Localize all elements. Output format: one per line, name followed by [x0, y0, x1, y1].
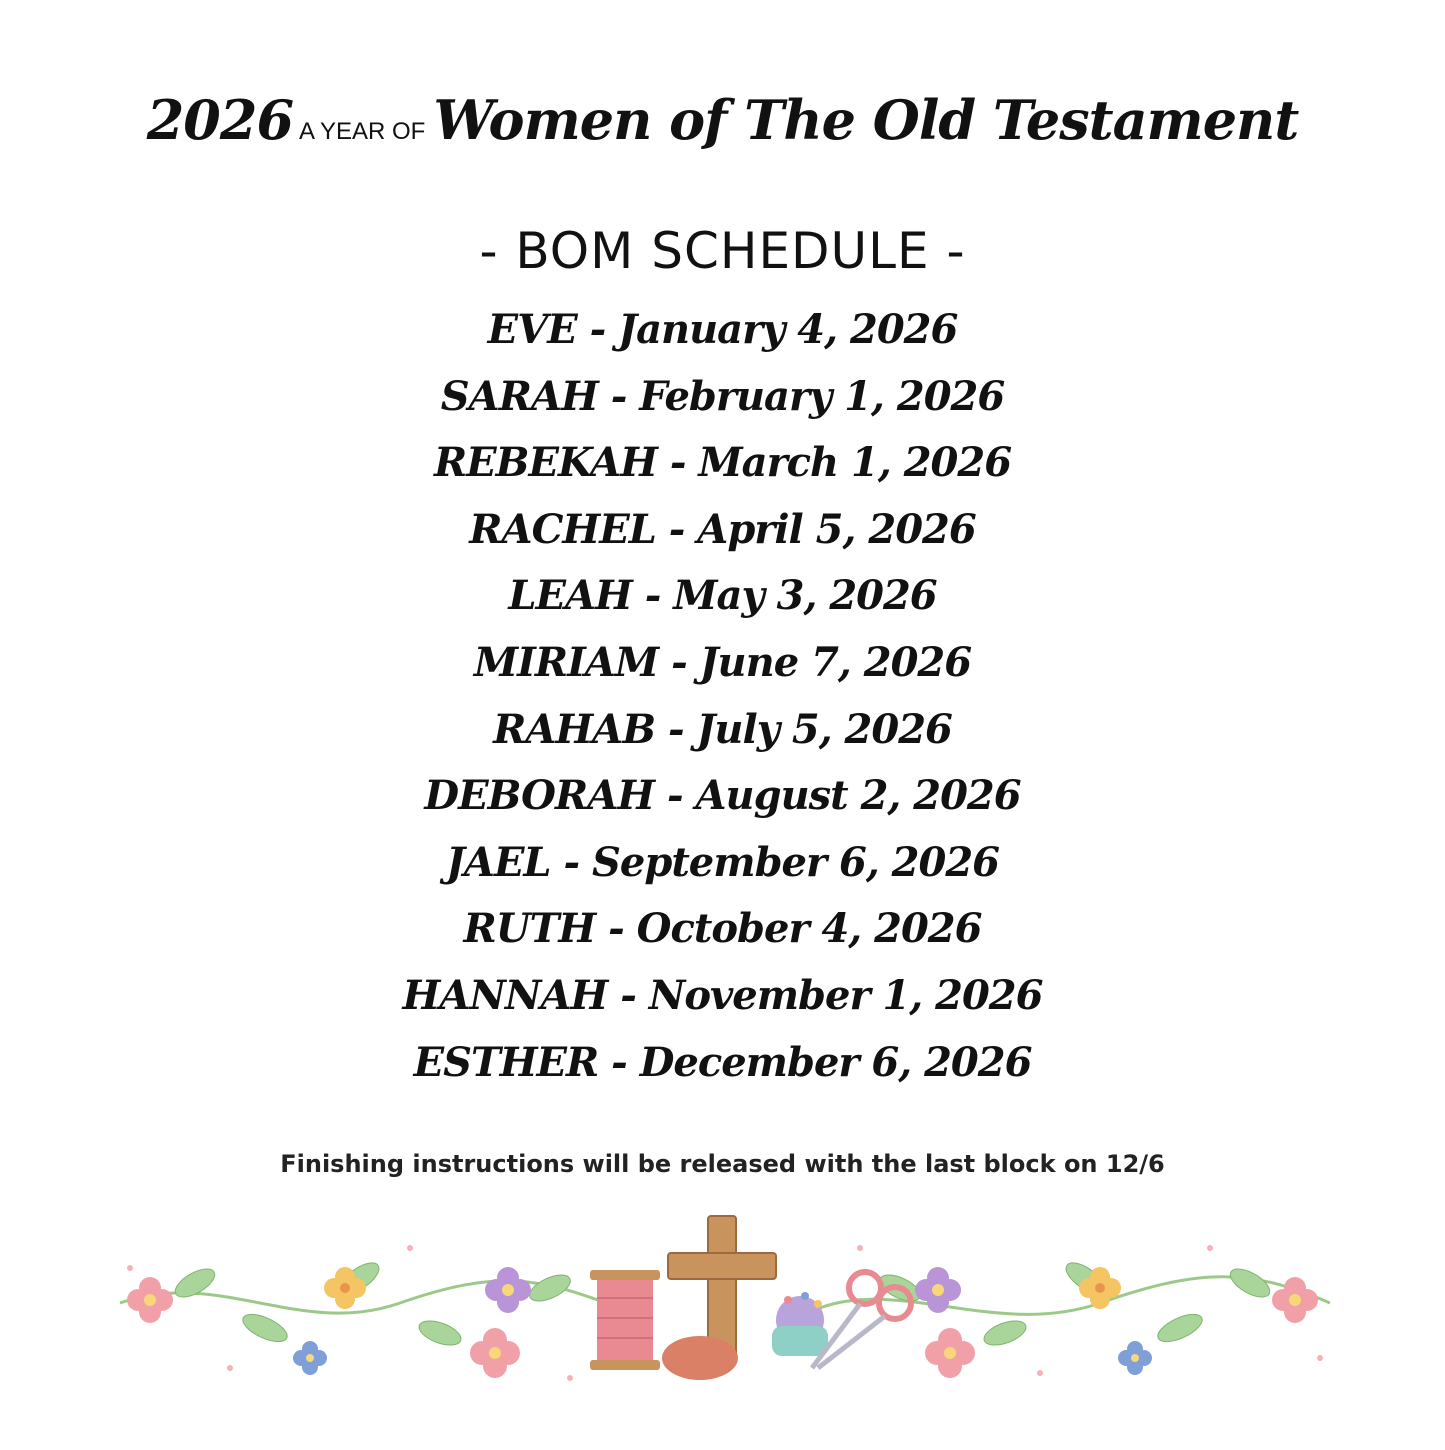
schedule-date: July 5, 2026 — [696, 705, 952, 753]
pincushion-icon — [772, 1292, 828, 1356]
dot — [1207, 1245, 1213, 1251]
schedule-name: HANNAH — [402, 971, 608, 1019]
blue-flower — [1118, 1341, 1152, 1375]
schedule-name: RUTH — [463, 905, 596, 953]
schedule-date: November 1, 2026 — [648, 971, 1043, 1019]
title — [0, 88, 1445, 152]
finishing-note: Finishing instructions will be released with the last block on 12/6 — [280, 1150, 1165, 1178]
title-main: Women of The Old Testament — [433, 88, 1299, 152]
schedule-name: RACHEL — [469, 505, 656, 553]
pink-flower — [925, 1328, 975, 1378]
thread-spool-icon — [590, 1270, 660, 1370]
schedule-row: RACHEL - April 5, 2026 — [469, 505, 976, 553]
dot — [857, 1245, 863, 1251]
schedule-date: March 1, 2026 — [698, 439, 1012, 487]
schedule-date: June 7, 2026 — [699, 638, 972, 686]
schedule-name: JAEL — [445, 838, 551, 886]
purple-flower — [485, 1267, 531, 1313]
pink-flower — [470, 1328, 520, 1378]
schedule-date: October 4, 2026 — [636, 905, 982, 953]
dot — [407, 1245, 413, 1251]
schedule-heading: - BOM SCHEDULE - — [479, 222, 966, 280]
schedule-row: MIRIAM - June 7, 2026 — [473, 638, 972, 686]
schedule-row: RUTH - October 4, 2026 — [463, 905, 982, 953]
pink-flower — [127, 1277, 173, 1323]
schedule-row: EVE - January 4, 2026 — [487, 306, 958, 353]
leaf — [526, 1270, 574, 1307]
dot — [127, 1265, 133, 1271]
schedule-row: DEBORAH - August 2, 2026 — [424, 772, 1021, 820]
schedule-date: December 6, 2026 — [639, 1038, 1032, 1086]
schedule-name: DEBORAH — [424, 772, 655, 820]
schedule-list — [0, 300, 1445, 1099]
schedule-name: MIRIAM — [473, 638, 659, 686]
schedule-row: JAEL - September 6, 2026 — [445, 838, 999, 886]
schedule-date: January 4, 2026 — [618, 306, 958, 353]
leaf — [1154, 1309, 1206, 1347]
schedule-name: SARAH — [440, 372, 598, 420]
cross-icon — [668, 1216, 776, 1356]
schedule-name: LEAH — [508, 572, 632, 620]
dot — [1317, 1355, 1323, 1361]
schedule-date: February 1, 2026 — [639, 372, 1005, 420]
blue-flower — [293, 1341, 327, 1375]
strawberry-emery-icon — [662, 1336, 738, 1380]
scissors-icon — [812, 1272, 911, 1368]
leaf — [416, 1316, 464, 1350]
dot — [567, 1375, 573, 1381]
schedule-name: EVE — [487, 306, 577, 353]
leaf — [239, 1309, 291, 1347]
schedule-row: LEAH - May 3, 2026 — [508, 572, 937, 620]
schedule-date: April 5, 2026 — [697, 505, 976, 553]
schedule-row: ESTHER - December 6, 2026 — [413, 1038, 1032, 1086]
schedule-name: ESTHER — [413, 1038, 599, 1086]
title-year: 2026 — [146, 88, 294, 152]
schedule-row: SARAH - February 1, 2026 — [440, 372, 1005, 420]
schedule-date: August 2, 2026 — [695, 772, 1021, 820]
schedule-date: September 6, 2026 — [592, 838, 999, 886]
schedule-date: May 3, 2026 — [673, 572, 937, 620]
title-a-year-of: A YEAR OF — [299, 118, 426, 145]
schedule-name: RAHAB — [493, 705, 656, 753]
floral-garland-illustration — [100, 1208, 1345, 1398]
leaf — [171, 1263, 219, 1302]
schedule-row: RAHAB - July 5, 2026 — [493, 705, 952, 753]
leaf — [981, 1316, 1029, 1350]
schedule-row: REBEKAH - March 1, 2026 — [433, 439, 1012, 487]
schedule-row: HANNAH - November 1, 2026 — [402, 971, 1043, 1019]
dot — [227, 1365, 233, 1371]
schedule-name: REBEKAH — [433, 439, 657, 487]
dot — [1037, 1370, 1043, 1376]
